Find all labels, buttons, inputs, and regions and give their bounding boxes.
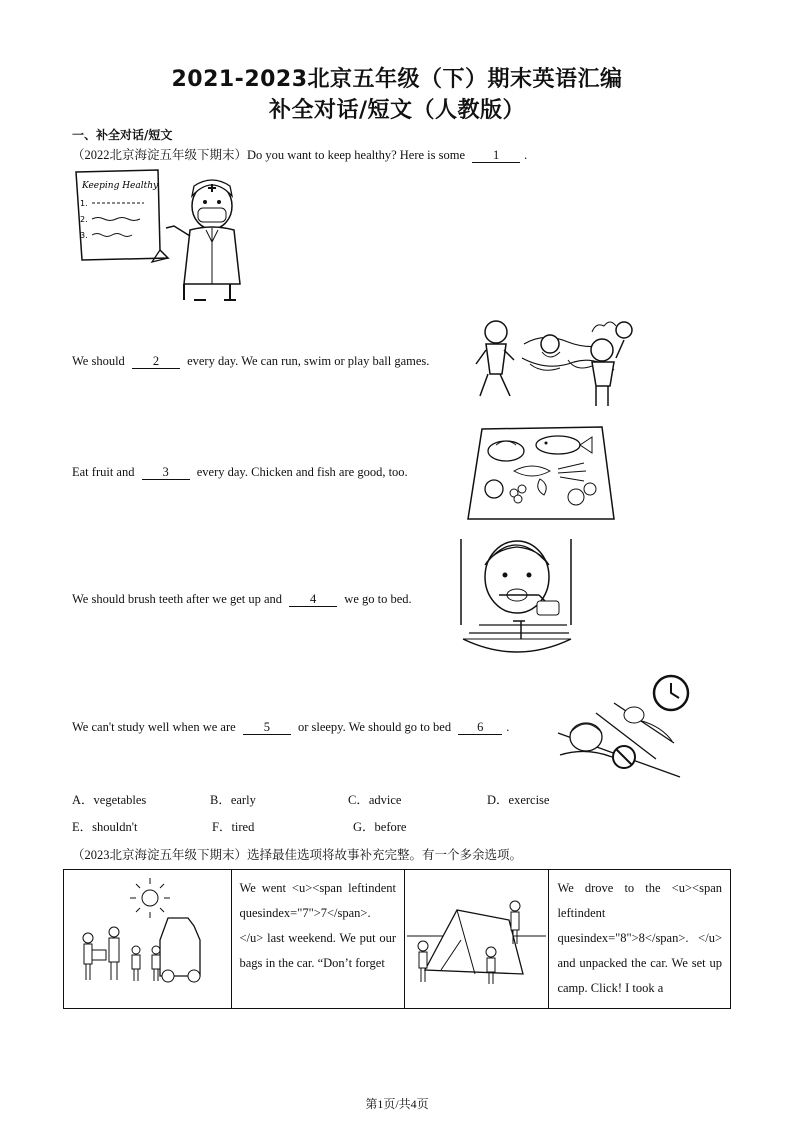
intro-end: . bbox=[524, 148, 528, 162]
tent-camp-illustration bbox=[405, 870, 548, 1008]
option-b: B．early bbox=[210, 793, 256, 807]
sentence-2-after: every day. We can run, swim or play ball games. bbox=[187, 354, 430, 368]
intro-source: （2022北京海淀五年级下期末） bbox=[72, 148, 248, 162]
sleep-early-illustration bbox=[556, 673, 696, 778]
option-f: F．tired bbox=[212, 820, 255, 834]
story-text-1: We went <u><span leftindent quesindex="7">7</span>. </u> last weekend. We put our bags in the car. “Don’t forget bbox=[239, 881, 397, 970]
section-heading: 一、补全对话/短文 bbox=[72, 128, 173, 142]
doctor-poster-illustration bbox=[72, 166, 252, 302]
kids-exercising-illustration bbox=[472, 314, 634, 410]
story-intro: （2023北京海淀五年级下期末）选择最佳选项将故事补充完整。有一个多余选项。 bbox=[72, 848, 523, 862]
intro-line bbox=[72, 145, 527, 163]
sentence-4-after: we go to bed. bbox=[344, 592, 412, 606]
page-title: 2021-2023北京五年级（下）期末英语汇编 bbox=[171, 67, 623, 92]
sentence-4-before: We should brush teeth after we get up and bbox=[72, 592, 283, 606]
option-g: G．before bbox=[353, 820, 407, 834]
family-car-illustration bbox=[64, 870, 230, 1008]
sentence-3-before: Eat fruit and bbox=[72, 465, 135, 479]
option-e: E．shouldn't bbox=[72, 820, 138, 834]
answer-blank-6[interactable]: 6 bbox=[458, 721, 502, 735]
poster-item-1: 1. bbox=[80, 199, 88, 208]
sentence-3-after: every day. Chicken and fish are good, too. bbox=[196, 465, 408, 479]
answer-blank-5[interactable]: 5 bbox=[243, 721, 291, 735]
story-text-cell-1 bbox=[231, 870, 405, 1009]
page-number: 第1页/共4页 bbox=[365, 1097, 429, 1111]
sentence-5-after: . bbox=[506, 720, 510, 734]
story-table bbox=[63, 869, 731, 1009]
story-text-2: We drove to the <u><span leftindent quesindex="8">8</span>. </u> and unpacked the car. We set up camp. Click! I took a bbox=[557, 881, 722, 995]
answer-blank-1[interactable]: 1 bbox=[472, 149, 520, 163]
sentence-3 bbox=[72, 465, 408, 480]
story-picture-cell-2 bbox=[405, 870, 549, 1009]
story-text-cell-2 bbox=[549, 870, 731, 1009]
sentence-5-before: We can't study well when we are bbox=[72, 720, 236, 734]
brushing-teeth-illustration bbox=[455, 535, 577, 661]
intro-text: Do you want to keep healthy? Here is some bbox=[247, 148, 466, 162]
option-a: A．vegetables bbox=[72, 793, 147, 807]
answer-blank-3[interactable]: 3 bbox=[142, 466, 190, 480]
healthy-food-illustration bbox=[466, 423, 616, 523]
answer-blank-2[interactable]: 2 bbox=[132, 355, 180, 369]
poster-item-2: 2. bbox=[80, 215, 88, 224]
story-picture-cell-1 bbox=[64, 870, 232, 1009]
option-d: D．exercise bbox=[487, 793, 550, 807]
sentence-5 bbox=[72, 720, 509, 735]
sentence-2-before: We should bbox=[72, 354, 125, 368]
answer-blank-4[interactable]: 4 bbox=[289, 593, 337, 607]
sentence-5-middle: or sleepy. We should go to bed bbox=[297, 720, 452, 734]
page-subtitle: 补全对话/短文（人教版） bbox=[268, 98, 526, 123]
sentence-2 bbox=[72, 354, 429, 369]
poster-title: Keeping Healthy bbox=[82, 181, 159, 191]
option-c: C．advice bbox=[348, 793, 402, 807]
poster-item-3: 3. bbox=[80, 231, 88, 240]
sentence-4 bbox=[72, 592, 412, 607]
